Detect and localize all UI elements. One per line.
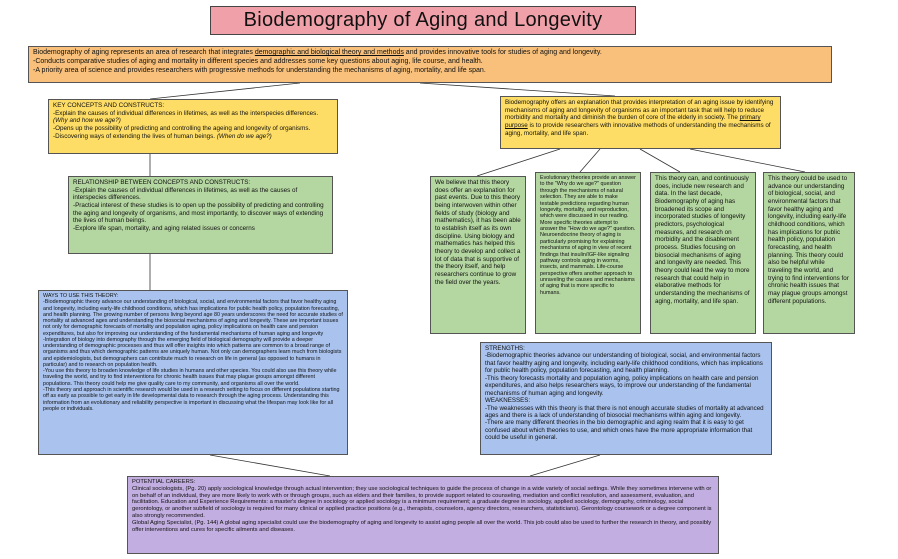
key-concepts-box: [48, 99, 338, 154]
relationship-line-1: -Explain the causes of individual differences in lifetimes, as well as the causes of interspecies differences.: [73, 186, 298, 202]
key-concepts-line-3-text: -Discovering ways of extending the lives of human beings.: [53, 132, 217, 140]
key-concepts-line-1-question: (Why and how we age?): [53, 117, 121, 125]
explanation-text: [505, 99, 776, 137]
careers-text: Clinical sociologists, (Pg. 20) apply sociological knowledge through actual intervention; they use sociological techniques to guide the process of change in a wide variety of social settings. While they sometimes intervene with or on behalf of an individual, they are more likely to work with or through groups, such as elders and their families, to provide support related to counseling, mediation and conflict resolution, and assessment, evaluation, and facilitation. Education and Experience Requirements: a master's degree in sociology or applied sociology is a minimum requirement; a graduate degree in sociology, applied sociology, demography, criminology, social gerontology, or another subfield of sociology is required for many clinical or applied practice positions (e.g., therapists, counselors, agency directors, researchers, statisticians). Gerontology coursework or a degree component is also strongly recommended. Global Aging Specialist, (Pg. 144) A global aging specialist could use the biodemography of aging and longevity to assist aging people all over the world. This job could also be used to further the research in theory, and possibly offer interventions and cures for specific ailments and diseases.: [132, 485, 712, 533]
strengths-text: -Biodemographic theories advance our understanding of biological, social, and environmental factors that favor healthy aging and longevity, including early-life childhood conditions, which has implications for public health policy, population forecasting, and health planning. -This theory forecasts mortality and population aging, policy implications on health care and pension expenditures, and also helps researchers ways, to improve our understanding of the fundamental mechanisms of human aging and longevity.: [485, 352, 763, 397]
line-exp-green4: [690, 149, 805, 172]
strengths-box: [480, 342, 772, 455]
green-box-1: [430, 176, 526, 334]
line-intro-explanation: [420, 83, 615, 96]
key-concepts-line-1-text: -Explain the causes of individual differences in lifetimes, as well as the interspecies differences.: [53, 109, 319, 117]
green-box-2-text: Evolutionary theories provide an answer to the "Why do we age?" question through the mechanisms of natural selection. They are able to make testable predictions regarding human longevity, mortality, and reproduction, which were discussed in our reading. More specific theories attempt to answer the "How do we age?" question. Neuroendocrine theory of aging is particularly promising for explaining mechanisms of aging in view of recent findings that insulin/IGF-like signaling pathway controls aging in worms, insects, and mammals. Life-course perspective offers another approach to unraveling the causes and mechanisms of aging that is more specific to humans.: [540, 175, 636, 296]
green-box-4: [763, 172, 855, 334]
line-exp-green2: [580, 149, 600, 172]
explanation-primary-purpose: primary purpose: [505, 114, 761, 130]
line-strengths-careers: [530, 455, 600, 476]
green-box-3: [650, 172, 756, 334]
key-concepts-line-1: [53, 110, 333, 125]
green-box-1-text: We believe that this theory does offer an explanation for past events. Due to this theory being interwoven within other fields of study (biology and mathematics), it has been able to establish itself as its own discipline. Using biology and mathematics has helped this theory to develop and collect a lot of data that is supportive of the theory itself, and help researchers continue to grow the field over the years.: [435, 179, 521, 286]
strengths-heading: STRENGTHS:: [485, 345, 525, 352]
intro-line-2: -Conducts comparative studies of aging and mortality in different species and addresses some key questions about aging, life course, and health.: [33, 57, 483, 65]
line-ways-careers: [210, 455, 330, 476]
intro-box: [28, 46, 832, 83]
intro-line-1b: and provides innovative tools for studies of aging and longevity.: [403, 49, 602, 56]
key-concepts-heading: KEY CONCEPTS AND CONSTRUCTS:: [53, 102, 165, 109]
relationship-line-2: -Practical interest of these studies is to open up the possibility of predicting and controlling the aging and longevity of organisms, and most importantly, to discover ways of extending the lives of human beings.: [73, 202, 324, 225]
explanation-text-b: is to provide researchers with innovative methods of understanding the mechanisms of aging, mortality, and life span.: [505, 122, 771, 137]
key-concepts-line-3-question: (When do we age?): [216, 132, 272, 140]
line-intro-key: [150, 83, 300, 99]
relationship-heading: RELATIONSHIP BETWEEN CONCEPTS AND CONSTRUCTS:: [73, 179, 251, 186]
page-title: [210, 6, 636, 35]
page-title-text: Biodemography of Aging and Longevity: [243, 9, 603, 31]
ways-box: [38, 290, 348, 455]
ways-heading: WAYS TO USE THIS THEORY:: [43, 293, 119, 299]
careers-heading: POTENTIAL CAREERS:: [132, 479, 196, 485]
green-box-2: [535, 172, 641, 334]
line-exp-green3: [640, 149, 680, 172]
key-concepts-line-3: [53, 133, 333, 141]
key-concepts-line-2: -Opens up the possibility of predicting and controlling the ageing and longevity of organisms.: [53, 125, 311, 133]
ways-text: -Biodemographic theory advance our understanding of biological, social, and environmental factors that favor healthy aging and longevity, including early-life childhood conditions, which has implications for public health policy, population forecasting, and health planning. The growing number of persons living beyond age 80 years underscores the need for accurate studies of mortality at advanced ages and understanding the biosocial mechanisms of aging and longevity. These are important issues not only for demographic forecasts of mortality and population aging, policy implications on health care and pension expenditures, but also for improving our understanding of the fundamental mechanisms of human aging and longevity -Integration of biology into demography through the emerging field of biological demography will provide a deeper understanding of demographic processes and thus will offer insights into which patterns are common to a broad range of organisms and thus which demographic patterns are uniquely human. Not only can demographers learn much from biologists and epidemiologists, but demographers can contribute much to research on life in general (as opposed to humans in particular) and to research on population health. -You use this theory to broaden knowledge of life studies in humans and other species. You could also use this theory while traveling the world, and try to find interventions for chronic health issues that may plague groups amongst different populations. This theory could help me give quality care to my community, and organisms all over the world. -This theory and approach in scientific research would be used in a research setting to focus on different populations starting off as early as possible to get early in life developmental data to research through the aging process. Understanding this information from an evolutionary and reliability perspective is important in discussing what the lifespan may look like for all people or individuals.: [43, 299, 343, 412]
intro-line-1a: Biodemography of aging represents an area of research that integrates: [33, 49, 255, 56]
green-box-4-text: This theory could be used to advance our understanding of biological, social, and environmental factors that favor healthy aging and longevity, including early-life childhood conditions, which has implications for public health policy, population forecasting, and health planning. This theory could also be helpful while traveling the world, and trying to find interventions for chronic health issues that may plague groups amongst different populations.: [768, 175, 849, 305]
weaknesses-text: -The weaknesses with this theory is that there is not enough accurate studies of mortality at advanced ages and there is a lack of understanding of biosocial mechanisms within aging and longevity. -There are many different theories in the bio demographic and aging realm that it is easy to get confused about which theories to use, and which ones have the more appropriate information that could be useful in general.: [485, 404, 764, 442]
intro-line-3: -A priority area of science and provides researchers with progressive methods for understanding the mechanisms of aging, mortality, and life span.: [33, 66, 486, 74]
careers-box: [127, 476, 719, 554]
explanation-text-a: Biodemography offers an explanation that provides interpretation of an aging issue by identifying mechanisms of aging and longevity of organisms as an important task that will help to reduce morbidity and mortality and diminish the burden of core of the elderly in society. The: [505, 99, 774, 122]
intro-line-1-underlined: demographic and biological theory and methods: [254, 49, 404, 56]
weaknesses-heading: WEAKNESSES:: [485, 397, 531, 405]
relationship-box: [68, 176, 333, 254]
explanation-box: [500, 96, 781, 149]
green-box-3-text: This theory can, and continuously does, include new research and data. In the last decade, Biodemography of aging has broadened its scope and incorporated studies of longevity predictors, psychological measures, and research on morbidity and the disablement process. Studies focusing on biosocial mechanisms of aging and longevity are needed. This theory could lead the way to more research that could help in elaborative methods for understanding the mechanisms of aging, mortality, and life span.: [655, 175, 750, 305]
intro-line-1: [33, 49, 827, 58]
relationship-line-3: -Explore life span, mortality, and aging related issues or concerns: [73, 225, 255, 233]
